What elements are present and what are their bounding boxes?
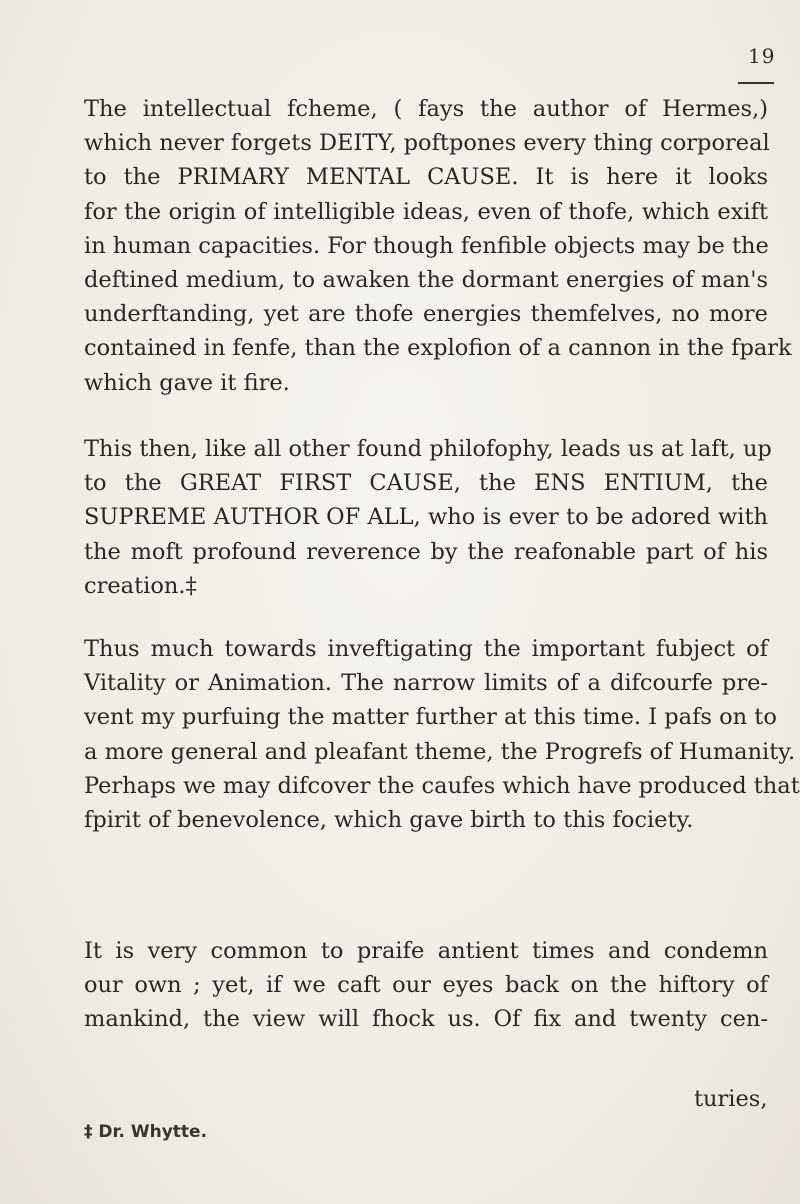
text-line: which gave it fire. xyxy=(84,369,290,396)
paragraph-3 xyxy=(84,632,800,837)
footnote: ‡ Dr. Whytte. xyxy=(84,1122,208,1142)
text-line: for the origin of intelligible ideas, even of thofe, which exift xyxy=(84,198,768,225)
text-line: in human capacities. For though fenfible objects may be the xyxy=(84,232,769,259)
paragraph-2 xyxy=(84,432,772,603)
page-number: 19 xyxy=(748,44,776,68)
text-line: The intellectual fcheme, ( fays the author of Hermes,) xyxy=(84,96,768,122)
text-line: a more general and pleafant theme, the Progrefs of Humanity. xyxy=(84,738,796,765)
text-line: to the GREAT FIRST CAUSE, the ENS ENTIUM, the xyxy=(84,470,768,497)
text-line: underftanding, yet are thofe energies themfelves, no more xyxy=(84,301,768,328)
text-line: our own ; yet, if we caft our eyes back on the hiftory of xyxy=(84,972,768,999)
page-number-rule xyxy=(738,82,774,84)
text-line: mankind, the view will fhock us. Of fix and twenty cen- xyxy=(84,1006,768,1033)
text-line: to the PRIMARY MENTAL CAUSE. It is here it looks xyxy=(84,164,768,191)
text-line: Perhaps we may difcover the caufes which have produced that xyxy=(84,772,800,799)
paragraph-4 xyxy=(84,934,768,1037)
text-line: creation.‡ xyxy=(84,572,197,599)
text-line: Thus much towards inveftigating the important fubject of xyxy=(84,636,768,662)
catchword: turies, xyxy=(694,1086,768,1112)
paragraph-1 xyxy=(84,92,792,400)
text-line: contained in fenfe, than the explofion of a cannon in the fpark xyxy=(84,335,792,362)
text-line: This then, like all other found philofophy, leads us at laft, up xyxy=(84,436,772,462)
text-line: vent my purfuing the matter further at this time. I pafs on to xyxy=(84,704,777,731)
text-line: Vitality or Animation. The narrow limits of a difcourfe pre- xyxy=(84,670,768,697)
text-line: the moft profound reverence by the reafonable part of his xyxy=(84,538,768,565)
text-line: SUPREME AUTHOR OF ALL, who is ever to be adored with xyxy=(84,504,768,531)
text-line: deftined medium, to awaken the dormant energies of man's xyxy=(84,267,768,294)
text-line: which never forgets DEITY, poftpones every thing corporeal xyxy=(84,130,770,157)
text-line: fpirit of benevolence, which gave birth to this fociety. xyxy=(84,807,694,834)
text-line: It is very common to praife antient times and condemn xyxy=(84,938,768,964)
